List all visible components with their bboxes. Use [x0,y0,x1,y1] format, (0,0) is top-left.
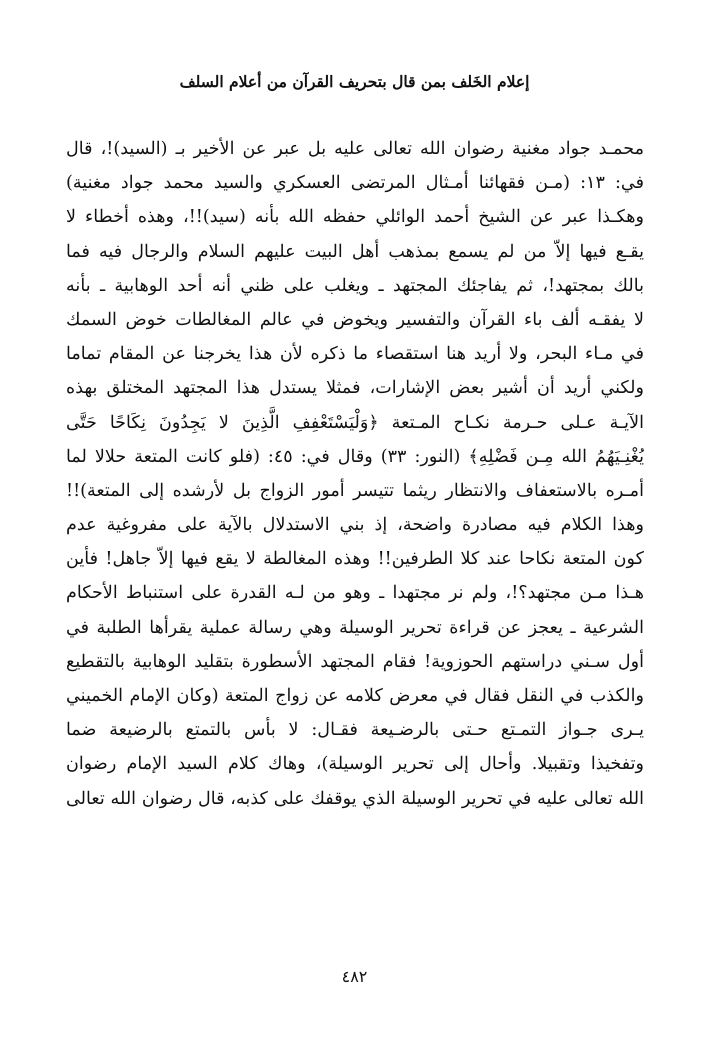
text-line: في مـاء البحر، ولا أريد هنا استقصاء ما ذكره لأن هذا يخرجنا عن المقام تماما [66,344,644,365]
text-line: وهذا الكلام فيه مصادرة واضحة، إذ بني الاستدلال بالآية على مفروغية عدم [66,515,644,536]
text-line: أمـره بالاستعفاف والانتظار ريثما تتيسر أمور الزواج بل لأرشده إلى المتعة)!! [66,480,644,501]
quran-verse-line: يُغْنِـيَهُمُ الله مِـن فَضْلِهِ﴾ (النور: ٣٣) وقال في: ٤٥: (فلو كانت المتعة حلالا لما [66,446,644,467]
text-line: في: ١٣: (مـن فقهائنا أمـثال المرتضى العسكري والسيد محمد جواد مغنية) [66,173,644,194]
text-line: ولكني أريد أن أشير بعض الإشارات، فمثلا يستدل هذا المجتهد المختلق بهذه [66,378,644,399]
text-line: بالك بمجتهد!، ثم يفاجئك المجتهد ـ ويغلب على ظني أنه أحد الوهابية ـ بأنه [66,275,644,296]
running-header: إعلام الخَلف بمن قال بتحريف القرآن من أعلام السلف [179,72,530,91]
text-line: يـرى جـواز التمـتع حـتى بالرضـيعة فقـال: لا بأس بالتمتع بالرضيعة ضما [66,720,644,741]
text-line: كون المتعة نكاحا عند كلا الطرفين!! وهذه المغالطة لا يقع فيها إلاّ جاهل! فأين [66,549,644,570]
text-line: هـذا مـن مجتهد؟!، ولم نر مجتهدا ـ وهو من لـه القدرة على استنباط الأحكام [66,583,644,604]
text-line: لا يفقـه ألف باء القرآن والتفسير ويخوض في عالم المغالطات خوض السمك [66,309,644,330]
text-line: وهكـذا عبر عن الشيخ أحمد الوائلي حفظه الله بأنه (سيد)!!، وهذه أخطاء لا [66,207,644,228]
text-line: والكذب في النقل فقال في معرض كلامه عن زواج المتعة (وكان الإمام الخميني [66,686,644,706]
text-line: وتفخيذا وتقبيلا. وأحال إلى تحرير الوسيلة)، وهاك كلام السيد الإمام رضوان [66,754,644,775]
text-line: الله تعالى عليه في تحرير الوسيلة الذي يوقفك على كذبه، قال رضوان الله تعالى [66,788,644,809]
page-number: ٤٨٢ [341,967,368,986]
text-line: محمـد جواد مغنية رضوان الله تعالى عليه بل عبر عن الأخير بـ (السيد)!، قال [66,139,644,159]
text-line: أول سـني دراستهم الحوزوية! فقام المجتهد الأسطورة بتقليد الوهابية بالتقطيع [66,651,644,672]
text-line: يقـع فيها إلاّ من لم يسمع بمذهب أهل البيت عليهم السلام والرجال فيه فما [66,241,644,262]
text-line: الشرعية ـ يعجز عن قراءة تحرير الوسيلة وهي رسالة عملية يقرأها الطلبة في [66,617,644,638]
body-text [66,132,644,816]
quran-verse-line: الآيـة عـلى حـرمة نكـاح المـتعة ﴿وَلْيَسْتَعْفِفِ الَّذِينَ لا يَجِدُونَ نِكَاحًا حَتَّى [66,412,644,433]
